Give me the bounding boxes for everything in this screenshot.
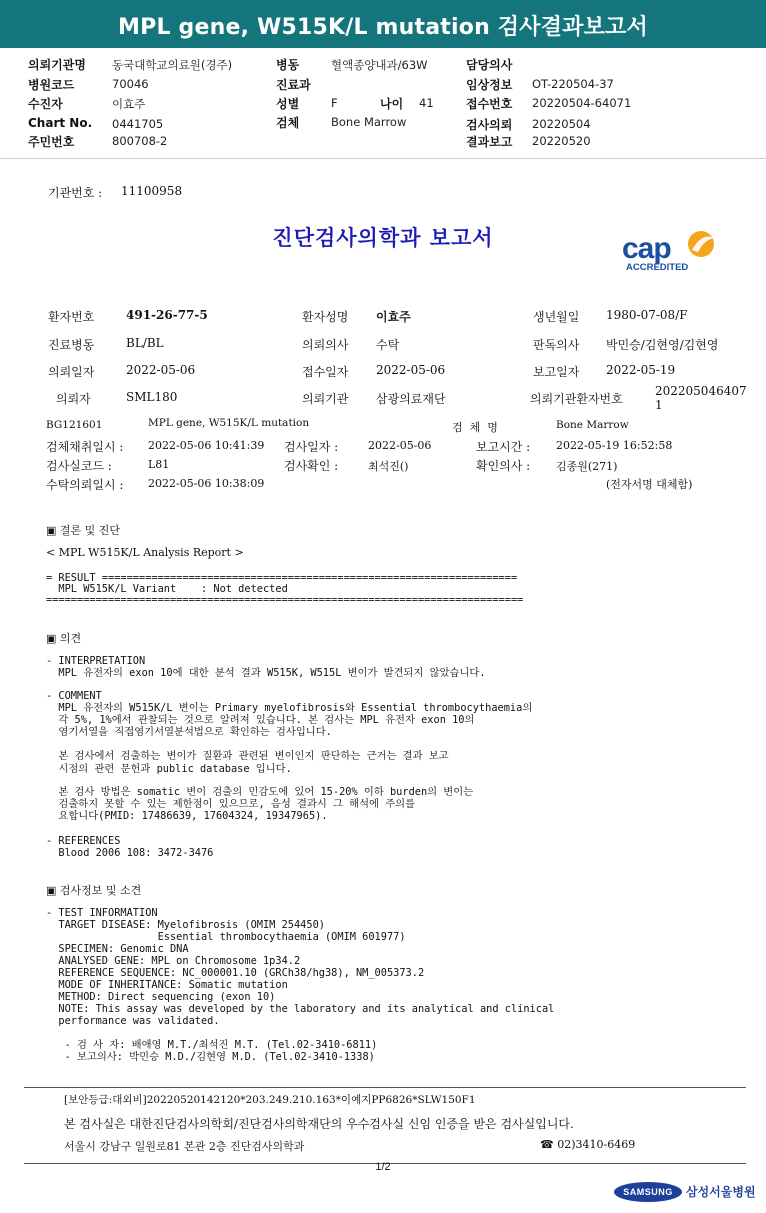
opinion-heading: ▣ 의견 — [46, 632, 82, 645]
test-info-line: Essential thrombocythaemia (OMIM 601977) — [46, 931, 406, 943]
patient-label: 진료병동 — [48, 338, 95, 352]
confirm-doc-value: 김종원(271) — [556, 460, 618, 473]
header-value: Bone Marrow — [331, 115, 407, 129]
patient-label: 의뢰일자 — [48, 365, 95, 379]
header-label: 병원코드 — [28, 78, 75, 92]
patient-label: 환자성명 — [302, 310, 349, 324]
header-value: 이효주 — [112, 97, 146, 111]
patient-value: 삼광의료재단 — [376, 392, 446, 406]
header-value: 70046 — [112, 77, 149, 91]
header-label: 검체 — [276, 116, 300, 130]
specimen-value: Bone Marrow — [556, 419, 629, 431]
test-info-line: MODE OF INHERITANCE: Somatic mutation — [46, 979, 288, 991]
collect-label: 검체채취일시 : — [46, 440, 124, 454]
patient-label: 접수일자 — [302, 365, 349, 379]
test-date-value: 2022-05-06 — [368, 439, 432, 452]
report-title: 진단검사의학과 보고서 — [272, 225, 494, 250]
patient-value: 수탁 — [376, 338, 400, 352]
test-info-line: REFERENCE SEQUENCE: NC_000001.10 (GRCh38/hg38), NM_005373.2 — [46, 967, 425, 979]
samsung-logo: SAMSUNG — [614, 1182, 682, 1202]
room-value: L81 — [148, 458, 170, 471]
header-label: 임상정보 — [466, 78, 513, 92]
patient-value: 박민승/김현영/김현영 — [606, 338, 719, 352]
header-label: 수진자 — [28, 97, 63, 111]
test-name: MPL gene, W515K/L mutation — [148, 417, 310, 429]
banner-title: MPL gene, W515K/L mutation 검사결과보고서 — [118, 15, 648, 40]
patient-label: 의뢰기관환자번호 — [530, 392, 623, 406]
lab-address: 서울시 강남구 일원로81 본관 2층 진단검사의학과 — [64, 1140, 305, 1153]
institution-label: 기관번호 : — [48, 186, 103, 200]
patient-value: 1 — [655, 398, 663, 412]
test-code: BG121601 — [46, 419, 103, 431]
comment-text: 검출하지 못할 수 있는 제한점이 있으므로, 음성 결과시 그 해석에 주의를 — [46, 798, 416, 810]
patient-value: 2022-05-06 — [376, 363, 446, 377]
certification-note: 본 검사실은 대한진단검사의학회/진단검사의학재단의 우수검사실 신임 인증을 받은 검사실입니다. — [64, 1117, 574, 1131]
patient-value: 2022-05-19 — [606, 363, 676, 377]
request-value: 2022-05-06 10:38:09 — [148, 477, 265, 490]
comment-text: 각 5%, 1%에서 관찰되는 것으로 알려져 있습니다. 본 검사는 MPL 유전자 exon 10의 — [46, 714, 475, 726]
comment-text: MPL 유전자의 W515K/L 변이는 Primary myelofibrosis와 Essential thrombocythaemia의 — [46, 702, 533, 714]
header-value: 0441705 — [112, 117, 164, 131]
test-info-line: METHOD: Direct sequencing (exon 10) — [46, 991, 276, 1003]
report-time-value: 2022-05-19 16:52:58 — [556, 439, 673, 452]
specimen-label: 검 체 명 — [452, 421, 498, 434]
result-heading: ▣ 결론 및 진단 — [46, 524, 121, 537]
comment-text: 염기서열을 직접염기서열분석법으로 확인하는 검사입니다. — [46, 726, 332, 738]
security-line: [보안등급:대외비]20220520142120*203.249.210.163*이예지PP6826*SLW150F1 — [64, 1094, 476, 1106]
patient-label: 의뢰의사 — [302, 338, 349, 352]
test-info-line: SPECIMEN: Genomic DNA — [46, 943, 189, 955]
hospital-name: 삼성서울병원 — [686, 1185, 756, 1199]
test-date-label: 검사일자 : — [284, 440, 339, 454]
request-label: 수탁의뢰일시 : — [46, 478, 124, 492]
comment-text: 시점의 관련 문헌과 public database 입니다. — [46, 763, 292, 775]
header-label: 진료과 — [276, 78, 311, 92]
patient-value: 491-26-77-5 — [126, 308, 208, 322]
lab-phone: ☎ 02)3410-6469 — [540, 1138, 636, 1151]
patient-value: 1980-07-08/F — [606, 308, 688, 322]
header-value: 20220504-64071 — [532, 96, 632, 110]
comment-text: 본 검사 방법은 somatic 변이 검출의 민감도에 있어 15-20% 이하 burden의 변이는 — [46, 786, 474, 798]
patient-value: BL/BL — [126, 336, 164, 350]
patient-label: 보고일자 — [533, 365, 580, 379]
header-label: 접수번호 — [466, 97, 513, 111]
header-label: 결과보고 — [466, 135, 513, 149]
header-value: F — [331, 96, 338, 110]
patient-value: 202205046407 — [655, 384, 747, 398]
patient-label: 환자번호 — [48, 310, 95, 324]
patient-value: SML180 — [126, 390, 178, 404]
header-label: 검사의뢰 — [466, 118, 513, 132]
page-number: 1/2 — [375, 1161, 391, 1173]
room-label: 검사실코드 : — [46, 459, 112, 473]
patient-label: 생년월일 — [533, 310, 580, 324]
report-label: < MPL W515K/L Analysis Report > — [46, 546, 244, 559]
test-info-heading: ▣ 검사정보 및 소견 — [46, 884, 142, 897]
header-value: 혈액종양내과/63W — [331, 58, 428, 72]
confirm-doc-label: 확인의사 : — [476, 459, 531, 473]
test-info-title: - TEST INFORMATION — [46, 907, 158, 919]
patient-label: 의뢰자 — [56, 392, 91, 406]
confirm-label: 검사확인 : — [284, 459, 339, 473]
esign-note: (전자서명 대체함) — [606, 478, 693, 491]
header-label: 주민번호 — [28, 135, 75, 149]
result-variant: MPL W515K/L Variant : Not detected — [46, 583, 288, 595]
header-label: 의뢰기관명 — [28, 58, 86, 72]
test-info-line: NOTE: This assay was developed by the laboratory and its analytical and clinical — [46, 1003, 555, 1015]
header-value: 동국대학교의료원(경주) — [112, 58, 233, 72]
comment-text: 본 검사에서 검출하는 변이가 질환과 관련된 변이인지 판단하는 근거는 결과 보고 — [46, 750, 449, 762]
references-heading: - REFERENCES — [46, 835, 121, 847]
staff-line: - 검 사 자: 배애영 M.T./최석진 M.T. (Tel.02-3410-6811) — [46, 1039, 378, 1051]
cap-accredited-text: ACCREDITED — [626, 262, 689, 273]
header-label: 담당의사 — [466, 58, 513, 72]
patient-value: 2022-05-06 — [126, 363, 196, 377]
confirm-value: 최석진() — [368, 460, 409, 473]
result-line: ============================================================================= — [46, 594, 524, 606]
test-info-line: performance was validated. — [46, 1015, 220, 1027]
header-value: 20220520 — [532, 134, 591, 148]
interpretation-heading: - INTERPRETATION — [46, 655, 146, 667]
comment-heading: - COMMENT — [46, 690, 102, 702]
header-value: OT-220504-37 — [532, 77, 614, 91]
report-time-label: 보고시간 : — [476, 440, 531, 454]
page-divider — [0, 158, 766, 159]
collect-value: 2022-05-06 10:41:39 — [148, 439, 265, 452]
patient-value: 이효주 — [376, 310, 411, 324]
staff-line: - 보고의사: 박민승 M.D./김현영 M.D. (Tel.02-3410-1338) — [46, 1051, 375, 1063]
header-value: 41 — [419, 96, 434, 110]
patient-label: 의뢰기관 — [302, 392, 349, 406]
interpretation-text: MPL 유전자의 exon 10에 대한 분석 결과 W515K, W515L 변이가 발견되지 않았습니다. — [46, 667, 486, 679]
result-line: = RESULT =================================================================== — [46, 572, 518, 584]
header-label: 병동 — [276, 58, 300, 72]
institution-value: 11100958 — [121, 184, 183, 198]
report-banner — [0, 0, 766, 48]
header-value: 800708-2 — [112, 134, 168, 148]
test-info-line: ANALYSED GENE: MPL on Chromosome 1p34.2 — [46, 955, 301, 967]
header-label: 나이 — [380, 97, 404, 111]
header-value: 20220504 — [532, 117, 591, 131]
test-info-line: TARGET DISEASE: Myelofibrosis (OMIM 254450) — [46, 919, 325, 931]
reference-item: Blood 2006 108: 3472-3476 — [46, 847, 214, 859]
cap-logo-text: cap — [622, 232, 671, 265]
header-label: 성별 — [276, 97, 300, 111]
patient-label: 판독의사 — [533, 338, 580, 352]
comment-text: 요합니다(PMID: 17486639, 17604324, 19347965). — [46, 810, 328, 822]
header-label: Chart No. — [28, 116, 93, 130]
